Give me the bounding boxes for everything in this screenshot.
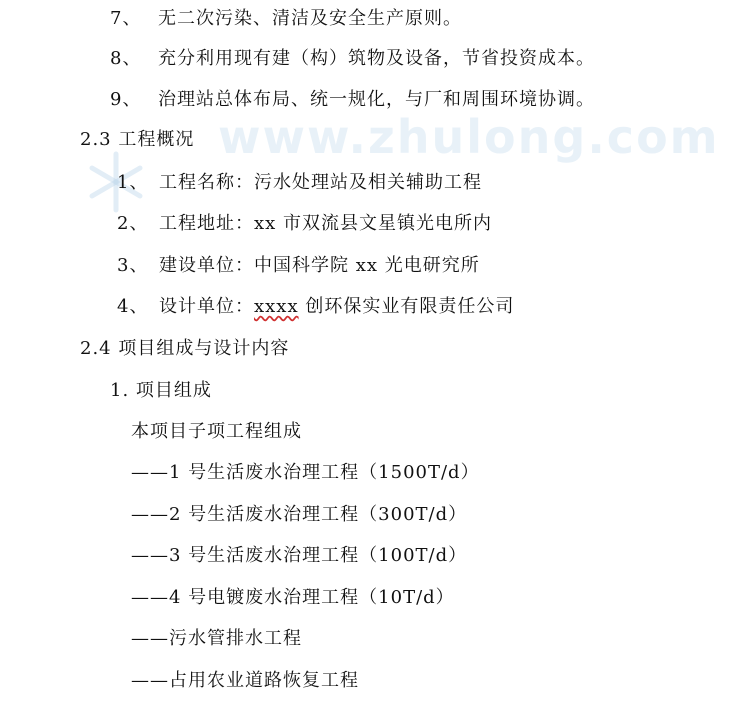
overview-item: 2、 工程地址：xx 市双流县文星镇光电所内 bbox=[117, 213, 493, 234]
subheading: 1. 项目组成 bbox=[110, 380, 212, 401]
overview-item: 3、 建设单位：中国科学院 xx 光电研究所 bbox=[117, 255, 480, 276]
overview-item: 4、 设计单位：xxxx 创环保实业有限责任公司 bbox=[117, 296, 515, 317]
watermark-text: www.zhulong.com bbox=[218, 110, 720, 164]
component-item: ——2 号生活废水治理工程（300T/d） bbox=[131, 504, 468, 525]
component-item: ——1 号生活废水治理工程（1500T/d） bbox=[131, 462, 480, 483]
section-heading-2-4: 2.4 项目组成与设计内容 bbox=[80, 338, 290, 359]
principle-item: 7、 无二次污染、清洁及安全生产原则。 bbox=[110, 8, 462, 29]
intro-text: 本项目子项工程组成 bbox=[131, 421, 302, 442]
principle-item: 8、 充分利用现有建（构）筑物及设备，节省投资成本。 bbox=[110, 48, 595, 69]
principle-item: 9、 治理站总体布局、统一规化，与厂和周围环境协调。 bbox=[110, 89, 595, 110]
component-item: ——4 号电镀废水治理工程（10T/d） bbox=[131, 587, 455, 608]
component-item: ——3 号生活废水治理工程（100T/d） bbox=[131, 545, 468, 566]
component-item: ——占用农业道路恢复工程 bbox=[131, 670, 359, 691]
component-item: ——污水管排水工程 bbox=[131, 628, 302, 649]
overview-item: 1、 工程名称：污水处理站及相关辅助工程 bbox=[117, 172, 482, 193]
section-heading-2-3: 2.3 工程概况 bbox=[80, 129, 195, 150]
spellcheck-marked-text: xxxx bbox=[254, 296, 299, 317]
